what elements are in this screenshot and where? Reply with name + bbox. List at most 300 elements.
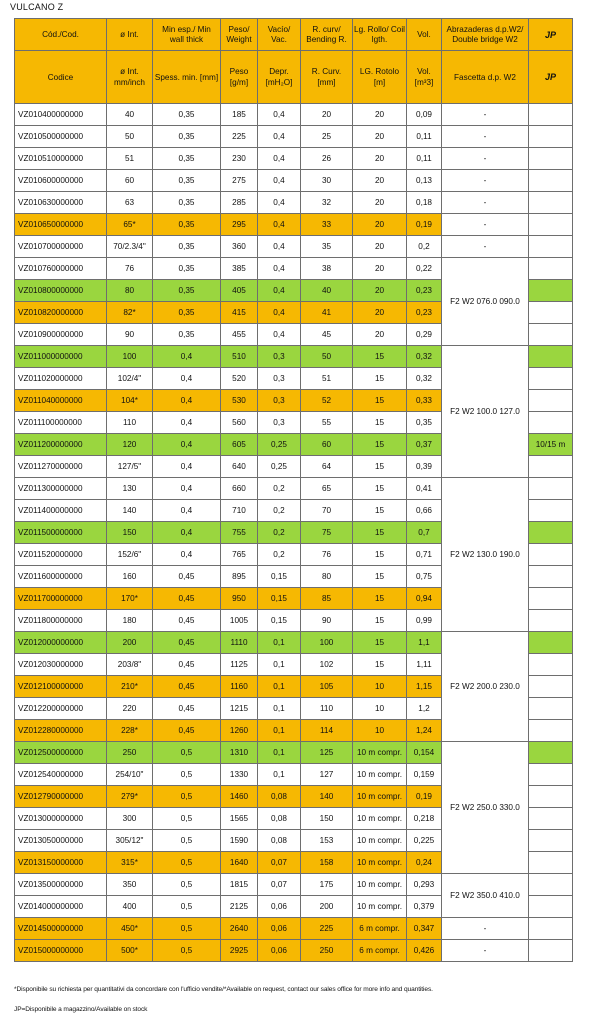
- cell-coil-length: 20: [353, 148, 407, 170]
- cell-weight: 605: [221, 434, 258, 456]
- cell-bending-radius: 80: [301, 566, 353, 588]
- cell-thickness: 0,45: [153, 566, 221, 588]
- cell-code: VZ010400000000: [15, 104, 107, 126]
- cell-code: VZ011500000000: [15, 522, 107, 544]
- cell-coil-length: 15: [353, 346, 407, 368]
- cell-volume: 0,22: [407, 258, 442, 280]
- cell-volume: 0,41: [407, 478, 442, 500]
- cell-thickness: 0,45: [153, 588, 221, 610]
- cell-thickness: 0,5: [153, 940, 221, 962]
- cell-jp: [529, 588, 573, 610]
- table-row: [15, 126, 573, 148]
- cell-vacuum: 0,08: [258, 830, 301, 852]
- cell-vacuum: 0,07: [258, 852, 301, 874]
- cell-weight: 1640: [221, 852, 258, 874]
- header-vacuum: Vacío/ Vac.: [258, 19, 301, 51]
- cell-vacuum: 0,2: [258, 478, 301, 500]
- cell-coil-length: 15: [353, 632, 407, 654]
- cell-inner-diameter: 279*: [107, 786, 153, 808]
- cell-thickness: 0,45: [153, 654, 221, 676]
- cell-thickness: 0,5: [153, 852, 221, 874]
- cell-vacuum: 0,4: [258, 324, 301, 346]
- cell-vacuum: 0,07: [258, 874, 301, 896]
- cell-thickness: 0,4: [153, 434, 221, 456]
- cell-coil-length: 10 m compr.: [353, 742, 407, 764]
- table-row: [15, 170, 573, 192]
- cell-inner-diameter: 300: [107, 808, 153, 830]
- cell-volume: 0,2: [407, 236, 442, 258]
- cell-jp: [529, 940, 573, 962]
- cell-thickness: 0,5: [153, 742, 221, 764]
- cell-inner-diameter: 80: [107, 280, 153, 302]
- cell-bending-radius: 225: [301, 918, 353, 940]
- cell-volume: 0,71: [407, 544, 442, 566]
- cell-volume: 0,11: [407, 148, 442, 170]
- header-bending-radius: R. curv/ Bending R.: [301, 19, 353, 51]
- header-weight-units: Peso [g/m]: [221, 51, 258, 104]
- cell-inner-diameter: 150: [107, 522, 153, 544]
- cell-inner-diameter: 130: [107, 478, 153, 500]
- cell-weight: 1815: [221, 874, 258, 896]
- table-row: [15, 236, 573, 258]
- cell-code: VZ012100000000: [15, 676, 107, 698]
- cell-thickness: 0,45: [153, 720, 221, 742]
- cell-bending-radius: 175: [301, 874, 353, 896]
- cell-code: VZ011040000000: [15, 390, 107, 412]
- cell-inner-diameter: 500*: [107, 940, 153, 962]
- cell-coil-length: 6 m compr.: [353, 918, 407, 940]
- cell-clamp: F2 W2 200.0 230.0: [442, 632, 529, 742]
- cell-inner-diameter: 63: [107, 192, 153, 214]
- cell-thickness: 0,4: [153, 412, 221, 434]
- cell-thickness: 0,5: [153, 918, 221, 940]
- cell-coil-length: 15: [353, 522, 407, 544]
- cell-thickness: 0,35: [153, 280, 221, 302]
- cell-code: VZ011270000000: [15, 456, 107, 478]
- cell-coil-length: 20: [353, 192, 407, 214]
- cell-thickness: 0,45: [153, 632, 221, 654]
- cell-volume: 0,33: [407, 390, 442, 412]
- cell-code: VZ012000000000: [15, 632, 107, 654]
- cell-thickness: 0,4: [153, 390, 221, 412]
- table-row: [15, 742, 573, 764]
- cell-volume: 1,15: [407, 676, 442, 698]
- header-volume: Vol.: [407, 19, 442, 51]
- cell-clamp: F2 W2 250.0 330.0: [442, 742, 529, 874]
- cell-weight: 1565: [221, 808, 258, 830]
- cell-weight: 640: [221, 456, 258, 478]
- cell-volume: 0,23: [407, 280, 442, 302]
- cell-jp: [529, 764, 573, 786]
- cell-vacuum: 0,06: [258, 918, 301, 940]
- cell-bending-radius: 150: [301, 808, 353, 830]
- cell-thickness: 0,45: [153, 698, 221, 720]
- cell-vacuum: 0,2: [258, 522, 301, 544]
- cell-coil-length: 15: [353, 456, 407, 478]
- cell-inner-diameter: 400: [107, 896, 153, 918]
- cell-thickness: 0,35: [153, 148, 221, 170]
- cell-inner-diameter: 152/6": [107, 544, 153, 566]
- cell-weight: 455: [221, 324, 258, 346]
- cell-jp: [529, 280, 573, 302]
- header-wall-thickness: Min esp./ Min wall thick: [153, 19, 221, 51]
- table-row: [15, 214, 573, 236]
- cell-coil-length: 10: [353, 720, 407, 742]
- header-clamp: Abrazaderas d.p.W2/ Double bridge W2: [442, 19, 529, 51]
- cell-vacuum: 0,25: [258, 456, 301, 478]
- cell-jp: [529, 390, 573, 412]
- cell-thickness: 0,35: [153, 258, 221, 280]
- header-inner-diameter: ø Int.: [107, 19, 153, 51]
- cell-coil-length: 20: [353, 236, 407, 258]
- cell-jp: [529, 830, 573, 852]
- cell-volume: 0,13: [407, 170, 442, 192]
- cell-bending-radius: 30: [301, 170, 353, 192]
- cell-bending-radius: 127: [301, 764, 353, 786]
- cell-volume: 0,37: [407, 434, 442, 456]
- cell-vacuum: 0,4: [258, 280, 301, 302]
- cell-bending-radius: 32: [301, 192, 353, 214]
- cell-bending-radius: 20: [301, 104, 353, 126]
- header-jp: JP: [529, 19, 573, 51]
- header-vac-units: Depr. [mH₂O]: [258, 51, 301, 104]
- cell-inner-diameter: 170*: [107, 588, 153, 610]
- cell-code: VZ011020000000: [15, 368, 107, 390]
- cell-code: VZ011600000000: [15, 566, 107, 588]
- cell-code: VZ012200000000: [15, 698, 107, 720]
- cell-coil-length: 15: [353, 368, 407, 390]
- cell-thickness: 0,4: [153, 368, 221, 390]
- cell-weight: 710: [221, 500, 258, 522]
- cell-vacuum: 0,4: [258, 126, 301, 148]
- cell-jp: [529, 808, 573, 830]
- cell-vacuum: 0,1: [258, 676, 301, 698]
- cell-coil-length: 15: [353, 500, 407, 522]
- cell-volume: 1,11: [407, 654, 442, 676]
- header-vol-units: Vol. [m³3]: [407, 51, 442, 104]
- cell-thickness: 0,35: [153, 192, 221, 214]
- table-row: [15, 192, 573, 214]
- cell-code: VZ011100000000: [15, 412, 107, 434]
- cell-bending-radius: 65: [301, 478, 353, 500]
- cell-thickness: 0,5: [153, 808, 221, 830]
- cell-vacuum: 0,1: [258, 654, 301, 676]
- availability-footnote: *Disponibile su richiesta per quantitativi da concordare con l'ufficio vendite/*Available on request, contact our sales office for more info and quantities.: [14, 986, 433, 993]
- cell-code: VZ010510000000: [15, 148, 107, 170]
- cell-jp: [529, 610, 573, 632]
- cell-bending-radius: 125: [301, 742, 353, 764]
- cell-vacuum: 0,1: [258, 632, 301, 654]
- cell-weight: 230: [221, 148, 258, 170]
- cell-jp: [529, 544, 573, 566]
- cell-weight: 2125: [221, 896, 258, 918]
- cell-weight: 385: [221, 258, 258, 280]
- cell-vacuum: 0,4: [258, 192, 301, 214]
- cell-code: VZ012500000000: [15, 742, 107, 764]
- cell-vacuum: 0,1: [258, 742, 301, 764]
- table-body: [15, 104, 573, 962]
- cell-bending-radius: 45: [301, 324, 353, 346]
- cell-vacuum: 0,1: [258, 698, 301, 720]
- cell-vacuum: 0,06: [258, 896, 301, 918]
- cell-code: VZ013150000000: [15, 852, 107, 874]
- cell-coil-length: 10 m compr.: [353, 852, 407, 874]
- jp-footnote: JP=Disponibile a magazzino/Available on stock: [14, 1006, 148, 1013]
- cell-weight: 2640: [221, 918, 258, 940]
- cell-code: VZ012540000000: [15, 764, 107, 786]
- cell-clamp: -: [442, 104, 529, 126]
- cell-inner-diameter: 200: [107, 632, 153, 654]
- table-row: [15, 918, 573, 940]
- cell-volume: 0,11: [407, 126, 442, 148]
- cell-inner-diameter: 315*: [107, 852, 153, 874]
- cell-volume: 0,39: [407, 456, 442, 478]
- cell-volume: 0,154: [407, 742, 442, 764]
- cell-coil-length: 15: [353, 478, 407, 500]
- cell-weight: 1005: [221, 610, 258, 632]
- cell-thickness: 0,5: [153, 830, 221, 852]
- cell-vacuum: 0,15: [258, 610, 301, 632]
- cell-coil-length: 15: [353, 434, 407, 456]
- cell-inner-diameter: 254/10": [107, 764, 153, 786]
- table-row: [15, 104, 573, 126]
- cell-bending-radius: 50: [301, 346, 353, 368]
- cell-vacuum: 0,1: [258, 720, 301, 742]
- cell-jp: [529, 236, 573, 258]
- cell-jp: [529, 214, 573, 236]
- cell-volume: 1,2: [407, 698, 442, 720]
- cell-thickness: 0,4: [153, 544, 221, 566]
- cell-code: VZ010820000000: [15, 302, 107, 324]
- cell-code: VZ010900000000: [15, 324, 107, 346]
- cell-clamp: -: [442, 148, 529, 170]
- cell-coil-length: 20: [353, 280, 407, 302]
- cell-volume: 0,09: [407, 104, 442, 126]
- header-row-italian: [15, 51, 573, 104]
- cell-coil-length: 15: [353, 654, 407, 676]
- cell-thickness: 0,35: [153, 236, 221, 258]
- cell-volume: 0,347: [407, 918, 442, 940]
- cell-volume: 0,426: [407, 940, 442, 962]
- cell-coil-length: 15: [353, 412, 407, 434]
- cell-bending-radius: 26: [301, 148, 353, 170]
- cell-coil-length: 10 m compr.: [353, 874, 407, 896]
- cell-code: VZ015000000000: [15, 940, 107, 962]
- table-row: [15, 148, 573, 170]
- cell-code: VZ014000000000: [15, 896, 107, 918]
- cell-coil-length: 20: [353, 258, 407, 280]
- cell-volume: 0,19: [407, 214, 442, 236]
- cell-volume: 0,293: [407, 874, 442, 896]
- header-codice: Codice: [15, 51, 107, 104]
- cell-vacuum: 0,3: [258, 346, 301, 368]
- cell-vacuum: 0,3: [258, 390, 301, 412]
- cell-inner-diameter: 50: [107, 126, 153, 148]
- cell-inner-diameter: 228*: [107, 720, 153, 742]
- cell-weight: 225: [221, 126, 258, 148]
- cell-clamp: -: [442, 126, 529, 148]
- cell-weight: 660: [221, 478, 258, 500]
- cell-jp: [529, 632, 573, 654]
- cell-vacuum: 0,3: [258, 368, 301, 390]
- cell-volume: 0,35: [407, 412, 442, 434]
- cell-clamp: F2 W2 130.0 190.0: [442, 478, 529, 632]
- header-coil-units: LG. Rotolo [m]: [353, 51, 407, 104]
- cell-volume: 1,24: [407, 720, 442, 742]
- cell-thickness: 0,5: [153, 764, 221, 786]
- cell-inner-diameter: 76: [107, 258, 153, 280]
- cell-bending-radius: 51: [301, 368, 353, 390]
- cell-weight: 510: [221, 346, 258, 368]
- cell-volume: 0,24: [407, 852, 442, 874]
- cell-weight: 1260: [221, 720, 258, 742]
- cell-jp: [529, 676, 573, 698]
- cell-weight: 1110: [221, 632, 258, 654]
- header-thick-units: Spess. min. [mm]: [153, 51, 221, 104]
- cell-vacuum: 0,08: [258, 786, 301, 808]
- cell-inner-diameter: 102/4": [107, 368, 153, 390]
- cell-jp: [529, 104, 573, 126]
- cell-vacuum: 0,25: [258, 434, 301, 456]
- cell-code: VZ012790000000: [15, 786, 107, 808]
- cell-volume: 0,218: [407, 808, 442, 830]
- cell-code: VZ010500000000: [15, 126, 107, 148]
- cell-weight: 1330: [221, 764, 258, 786]
- cell-vacuum: 0,2: [258, 544, 301, 566]
- cell-weight: 415: [221, 302, 258, 324]
- cell-bending-radius: 64: [301, 456, 353, 478]
- cell-inner-diameter: 160: [107, 566, 153, 588]
- cell-clamp: -: [442, 236, 529, 258]
- header-clamp-it: Fascetta d.p. W2: [442, 51, 529, 104]
- cell-thickness: 0,4: [153, 478, 221, 500]
- cell-code: VZ011400000000: [15, 500, 107, 522]
- cell-weight: 295: [221, 214, 258, 236]
- cell-vacuum: 0,3: [258, 412, 301, 434]
- cell-bending-radius: 153: [301, 830, 353, 852]
- cell-coil-length: 20: [353, 170, 407, 192]
- cell-weight: 1160: [221, 676, 258, 698]
- cell-jp: [529, 720, 573, 742]
- cell-vacuum: 0,4: [258, 170, 301, 192]
- cell-coil-length: 15: [353, 566, 407, 588]
- cell-thickness: 0,35: [153, 170, 221, 192]
- cell-code: VZ010700000000: [15, 236, 107, 258]
- cell-coil-length: 10: [353, 698, 407, 720]
- cell-bending-radius: 38: [301, 258, 353, 280]
- cell-bending-radius: 140: [301, 786, 353, 808]
- cell-code: VZ011800000000: [15, 610, 107, 632]
- header-bend-units: R. Curv. [mm]: [301, 51, 353, 104]
- cell-inner-diameter: 100: [107, 346, 153, 368]
- cell-volume: 0,18: [407, 192, 442, 214]
- cell-jp: [529, 522, 573, 544]
- cell-weight: 755: [221, 522, 258, 544]
- cell-jp: [529, 302, 573, 324]
- header-weight: Peso/ Weight: [221, 19, 258, 51]
- cell-bending-radius: 60: [301, 434, 353, 456]
- cell-coil-length: 6 m compr.: [353, 940, 407, 962]
- cell-vacuum: 0,15: [258, 588, 301, 610]
- cell-jp: [529, 742, 573, 764]
- cell-bending-radius: 250: [301, 940, 353, 962]
- cell-weight: 950: [221, 588, 258, 610]
- cell-code: VZ011520000000: [15, 544, 107, 566]
- cell-jp: 10/15 m: [529, 434, 573, 456]
- cell-volume: 0,32: [407, 346, 442, 368]
- cell-thickness: 0,4: [153, 522, 221, 544]
- cell-volume: 0,379: [407, 896, 442, 918]
- cell-bending-radius: 52: [301, 390, 353, 412]
- cell-volume: 0,7: [407, 522, 442, 544]
- cell-coil-length: 20: [353, 104, 407, 126]
- cell-inner-diameter: 90: [107, 324, 153, 346]
- cell-weight: 185: [221, 104, 258, 126]
- cell-bending-radius: 70: [301, 500, 353, 522]
- product-spec-table: [14, 18, 573, 962]
- cell-inner-diameter: 450*: [107, 918, 153, 940]
- cell-coil-length: 10 m compr.: [353, 808, 407, 830]
- cell-bending-radius: 100: [301, 632, 353, 654]
- cell-weight: 285: [221, 192, 258, 214]
- cell-volume: 0,94: [407, 588, 442, 610]
- cell-bending-radius: 114: [301, 720, 353, 742]
- table-row: [15, 940, 573, 962]
- cell-vacuum: 0,4: [258, 104, 301, 126]
- cell-thickness: 0,35: [153, 104, 221, 126]
- cell-code: VZ010650000000: [15, 214, 107, 236]
- cell-weight: 765: [221, 544, 258, 566]
- cell-bending-radius: 33: [301, 214, 353, 236]
- cell-code: VZ011000000000: [15, 346, 107, 368]
- cell-code: VZ013500000000: [15, 874, 107, 896]
- cell-vacuum: 0,1: [258, 764, 301, 786]
- cell-weight: 895: [221, 566, 258, 588]
- cell-coil-length: 10 m compr.: [353, 764, 407, 786]
- cell-thickness: 0,4: [153, 456, 221, 478]
- cell-vacuum: 0,4: [258, 214, 301, 236]
- cell-jp: [529, 874, 573, 896]
- cell-vacuum: 0,4: [258, 236, 301, 258]
- cell-inner-diameter: 350: [107, 874, 153, 896]
- table-row: [15, 258, 573, 280]
- document-title: VULCANO Z: [10, 2, 64, 12]
- cell-thickness: 0,35: [153, 302, 221, 324]
- cell-weight: 1590: [221, 830, 258, 852]
- cell-clamp: -: [442, 214, 529, 236]
- table-row: [15, 346, 573, 368]
- cell-weight: 560: [221, 412, 258, 434]
- cell-inner-diameter: 60: [107, 170, 153, 192]
- cell-bending-radius: 75: [301, 522, 353, 544]
- cell-weight: 530: [221, 390, 258, 412]
- table-row: [15, 478, 573, 500]
- header-row-english: [15, 19, 573, 51]
- cell-weight: 1125: [221, 654, 258, 676]
- cell-code: VZ011700000000: [15, 588, 107, 610]
- table-row: [15, 874, 573, 896]
- cell-inner-diameter: 110: [107, 412, 153, 434]
- cell-jp: [529, 126, 573, 148]
- cell-jp: [529, 412, 573, 434]
- cell-volume: 0,66: [407, 500, 442, 522]
- cell-jp: [529, 500, 573, 522]
- cell-jp: [529, 918, 573, 940]
- cell-code: VZ012280000000: [15, 720, 107, 742]
- cell-inner-diameter: 203/8": [107, 654, 153, 676]
- cell-clamp: F2 W2 076.0 090.0: [442, 258, 529, 346]
- cell-vacuum: 0,06: [258, 940, 301, 962]
